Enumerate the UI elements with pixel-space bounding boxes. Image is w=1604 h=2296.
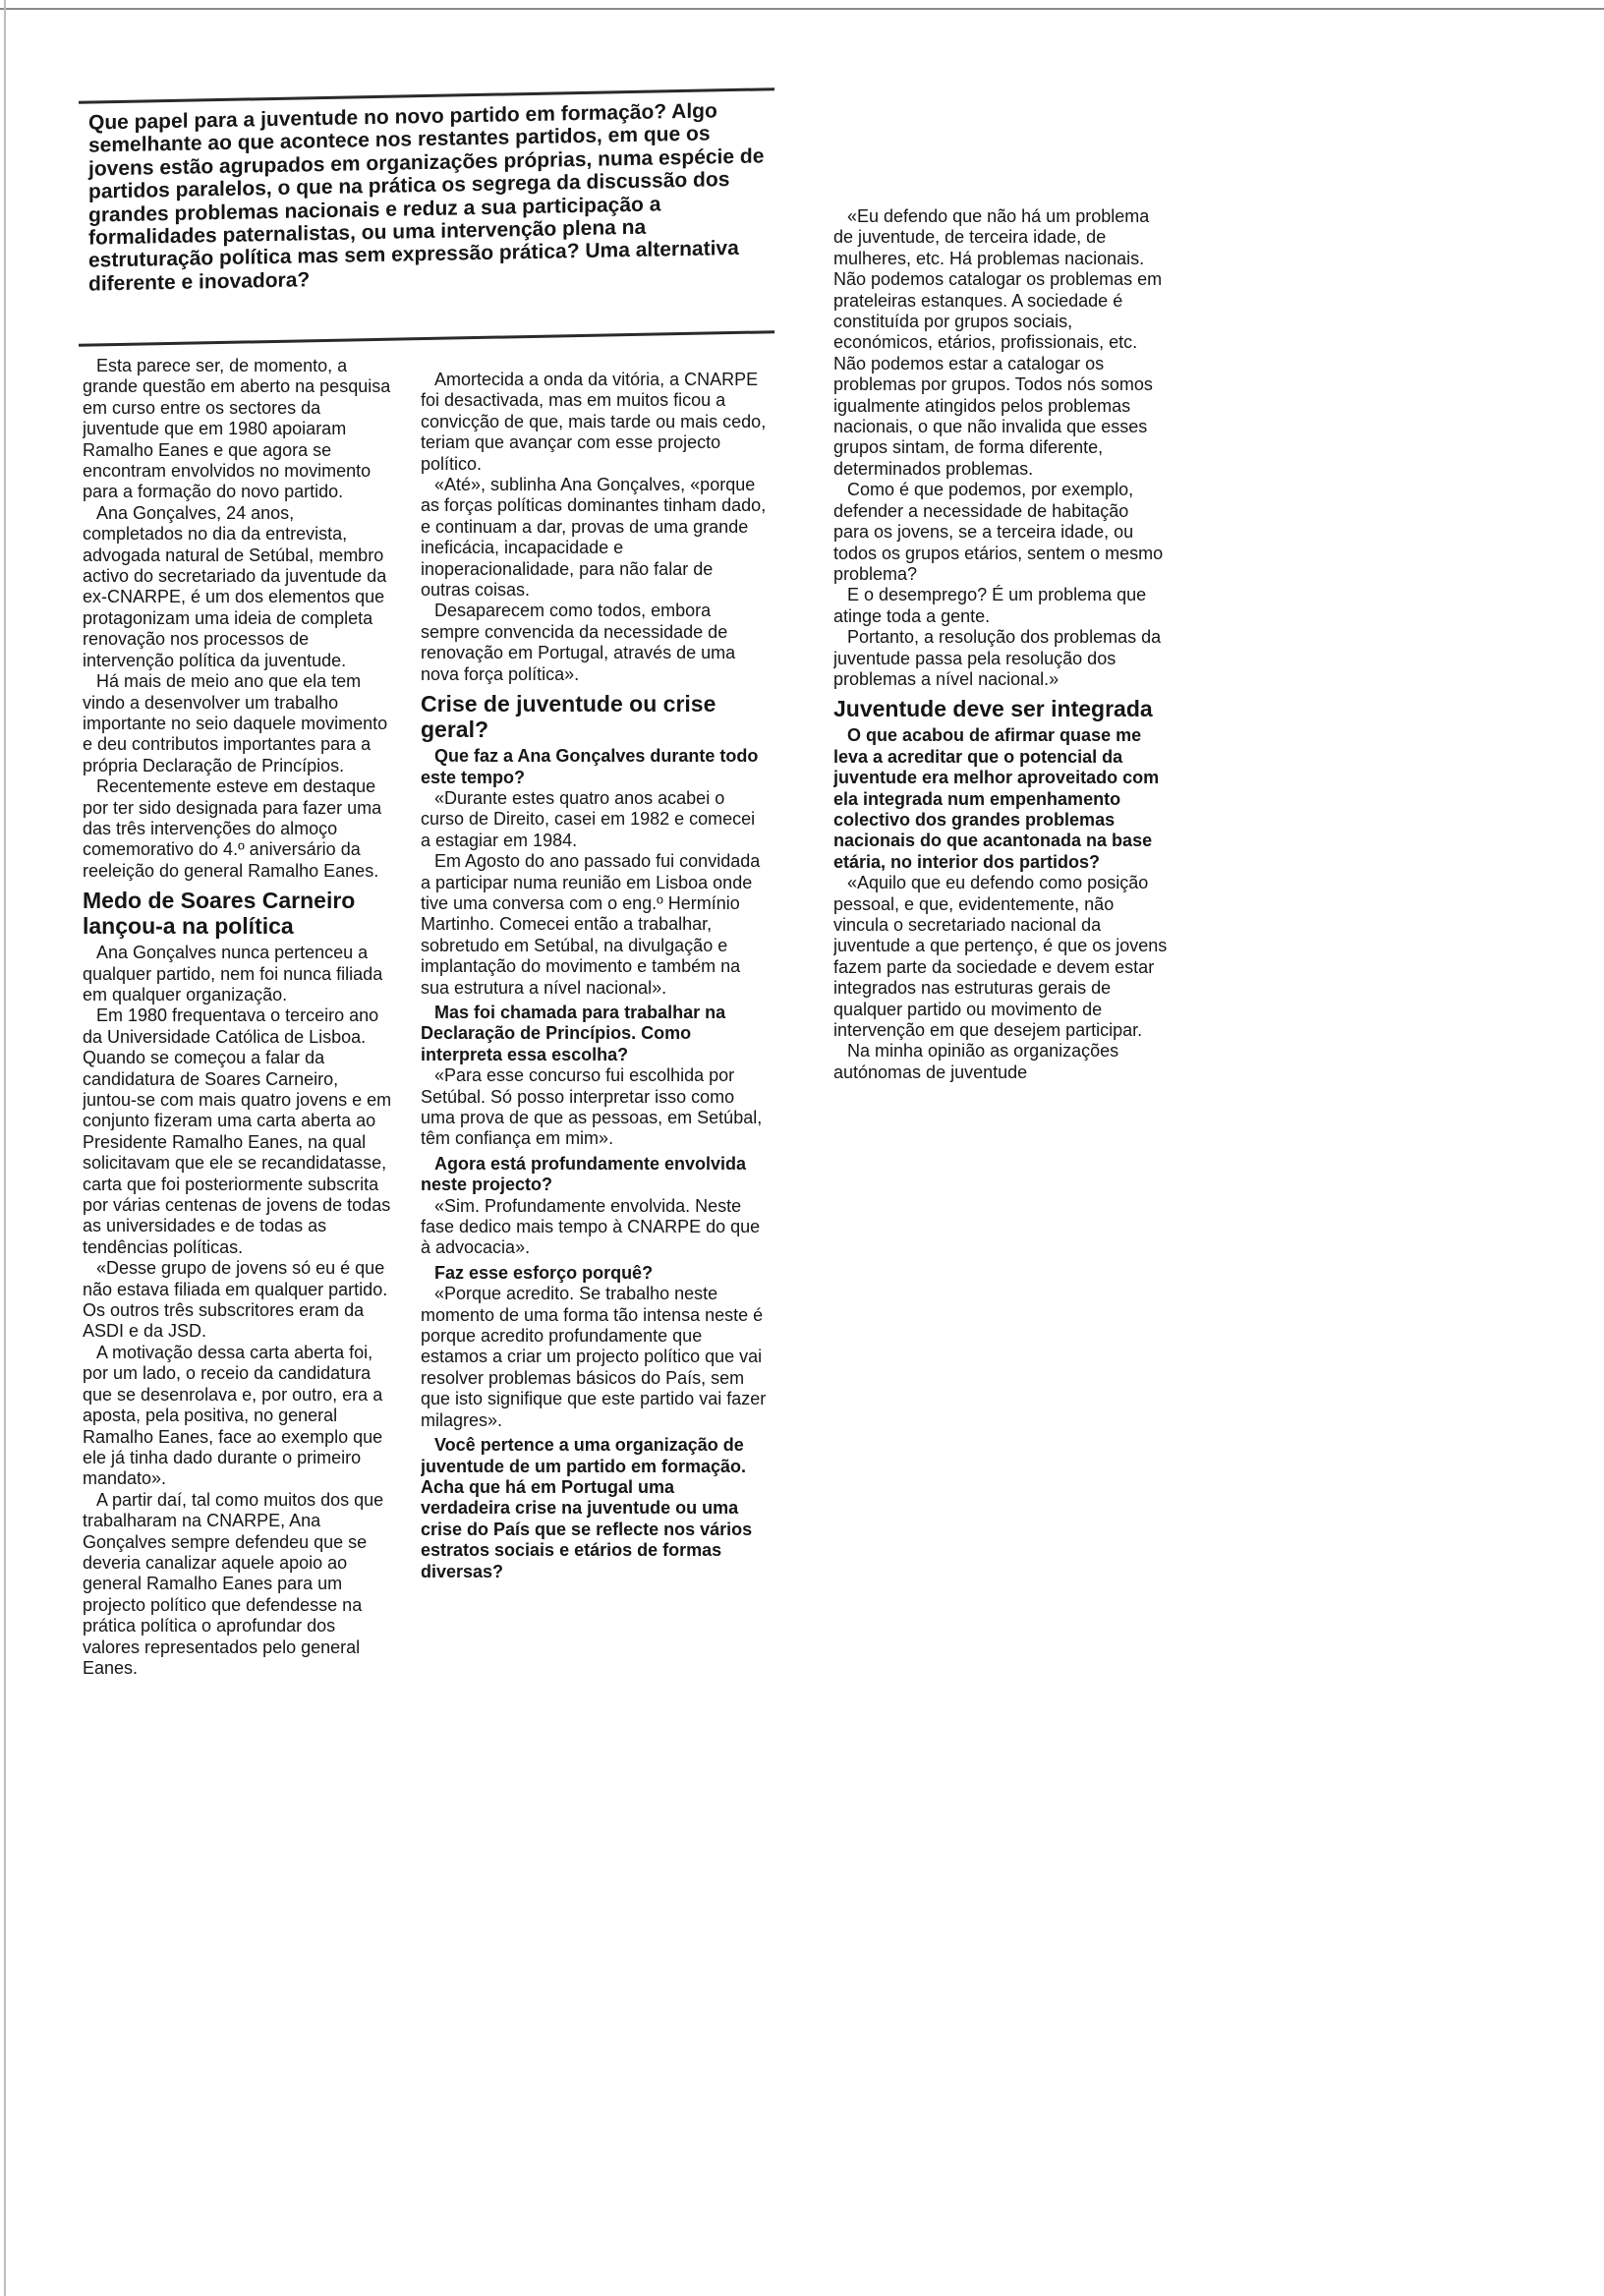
paragraph: Portanto, a resolução dos problemas da juventude passa pela resolução dos problemas a nível nacional.» bbox=[833, 627, 1162, 689]
paragraph: Ana Gonçalves nunca pertenceu a qualquer partido, nem foi nunca filiada em qualquer organização. bbox=[83, 943, 383, 1004]
paragraph: Como é que podemos, por exemplo, defender a necessidade de habitação para os jovens, se a terceira idade, ou todos os grupos etários, sentem o mesmo problema? bbox=[833, 480, 1164, 584]
interview-question: Agora está profundamente envolvida neste projecto? bbox=[421, 1153, 747, 1195]
paragraph: Na minha opinião as organizações autónomas de juventude bbox=[833, 1041, 1119, 1082]
paragraph: «Sim. Profundamente envolvida. Neste fase dedico mais tempo à CNARPE do que à advocacia». bbox=[421, 1195, 761, 1258]
interview-question: Você pertence a uma organização de juventude de um partido em formação. Acha que há em Portugal uma verdadeira crise na juventude ou uma crise do País que se reflecte nos vários estratos sociais e etários de formas diversas? bbox=[421, 1435, 753, 1581]
paragraph: Em Agosto do ano passado fui convidada a participar numa reunião em Lisboa onde tive uma conversa com o eng.º Hermínio Martinho. Comecei então a trabalhar, sobretudo em Setúbal, na divulgação e implantação do movimento e também na sua estrutura a nível nacional». bbox=[421, 851, 761, 998]
paragraph: Desaparecem como todos, embora sempre convencida da necessidade de renovação em Portugal, através de uma nova força política». bbox=[421, 601, 736, 684]
paragraph: «Porque acredito. Se trabalho neste momento de uma forma tão intensa neste é porque acredito profundamente que estamos a criar um projecto político que vai resolver problemas básicos do País, sem que isto signifique que este partido vai fazer milagres». bbox=[421, 1284, 767, 1430]
interview-question: Mas foi chamada para trabalhar na Declaração de Princípios. Como interpreta essa escolha? bbox=[421, 1002, 726, 1064]
paragraph: Amortecida a onda da vitória, a CNARPE foi desactivada, mas em muitos ficou a convicção de que, mais tarde ou mais cedo, teriam que avançar com esse projecto político. bbox=[421, 370, 767, 474]
column-2 bbox=[421, 370, 767, 2040]
top-edge-line bbox=[0, 8, 1604, 10]
interview-question: Que faz a Ana Gonçalves durante todo este tempo? bbox=[421, 746, 759, 787]
paragraph: E o desemprego? É um problema que atinge toda a gente. bbox=[833, 585, 1147, 626]
interview-question: O que acabou de afirmar quase me leva a acreditar que o potencial da juventude era melhor aproveitado com ela integrada num empenhamento colectivo dos grandes problemas nacionais do que acantonada na base etária, no interior dos partidos? bbox=[833, 725, 1160, 872]
paragraph: «Desse grupo de jovens só eu é que não estava filiada em qualquer partido. Os outros três subscritores eram da ASDI e da JSD. bbox=[83, 1258, 388, 1342]
paragraph: «Durante estes quatro anos acabei o curso de Direito, casei em 1982 e comecei a estagiar em 1984. bbox=[421, 787, 756, 850]
paragraph: Há mais de meio ano que ela tem vindo a desenvolver um trabalho importante no seio daquele movimento e deu contributos importantes para a própria Declaração de Princípios. bbox=[83, 671, 388, 775]
left-edge-line bbox=[4, 0, 6, 2296]
paragraph: A motivação dessa carta aberta foi, por um lado, o receio da candidatura que se desenrolava e, por outro, era a aposta, pela positiva, no general Ramalho Eanes, face ao exemplo que ele já tinha dado durante o primeiro mandato». bbox=[83, 1342, 383, 1489]
paragraph: «Até», sublinha Ana Gonçalves, «porque as forças políticas dominantes tinham dado, e continuam a dar, provas de uma grande ineficácia, incapacidade e inoperacionalidade, para não falar de outras coisas. bbox=[421, 475, 767, 601]
paragraph: Esta parece ser, de momento, a grande questão em aberto na pesquisa em curso entre os sectores da juventude que em 1980 apoiaram Ramalho Eanes e que agora se encontram envolvidos no movimento para a formação do novo partido. bbox=[83, 356, 391, 502]
section-heading: Crise de juventude ou crise geral? bbox=[421, 691, 716, 743]
paragraph: «Eu defendo que não há um problema de juventude, de terceira idade, de mulheres, etc. Há problemas nacionais. Não podemos catalogar os problemas em prateleiras estanques. A sociedade é constituída por grupos sociais, económicos, etários, profissionais, etc. Não podemos estar a catalogar os problemas por grupos. Todos nós somos igualmente atingidos pelos problemas nacionais, o que não invalida que esses grupos sintam, de forma diferente, determinados problemas. bbox=[833, 206, 1163, 479]
section-heading: Juventude deve ser integrada bbox=[833, 696, 1153, 722]
column-1 bbox=[83, 356, 395, 2125]
paragraph: «Para esse concurso fui escolhida por Setúbal. Só posso interpretar isso como uma prova de que as pessoas, em Setúbal, têm confiança em mim». bbox=[421, 1065, 763, 1149]
paragraph: Em 1980 frequentava o terceiro ano da Universidade Católica de Lisboa. Quando se começou a falar da candidatura de Soares Carneiro, juntou-se com mais quatro jovens e em conjunto fizeram uma carta aberta ao Presidente Ramalho Eanes, na qual solicitavam que ele se recandidatasse, carta que foi posteriormente subscrita por várias centenas de jovens de todas as universidades e de todas as tendências políticas. bbox=[83, 1005, 392, 1257]
paragraph: Recentemente esteve em destaque por ter sido designada para fazer uma das três intervenções do almoço comemorativo do 4.º aniversário da reeleição do general Ramalho Eanes. bbox=[83, 776, 382, 881]
paragraph: Ana Gonçalves, 24 anos, completados no dia da entrevista, advogada natural de Setúbal, membro activo do secretariado da juventude da ex-CNARPE, é um dos elementos que protagonizam uma ideia de completa renovação nos processos de intervenção política da juventude. bbox=[83, 502, 387, 670]
article-lead: Que papel para a juventude no novo partido em formação? Algo semelhante ao que acontece nos restantes partidos, em que os jovens estão agrupados em organizações próprias, numa espécie de partidos paralelos, o que na prática os segrega da discussão dos grandes problemas nacionais e reduz a sua participação a formalidades paternalistas, ou uma intervenção plena na estruturação política mas sem expressão prática? Uma alternativa diferente e inovadora? bbox=[79, 87, 774, 347]
section-heading: Medo de Soares Carneiro lançou-a na política bbox=[83, 888, 356, 940]
paragraph: «Aquilo que eu defendo como posição pessoal, e que, evidentemente, não vincula o secretariado nacional da juventude a que pertenço, é que os jovens fazem parte da sociedade e devem estar integrados nas estruturas gerais de qualquer partido ou movimento de intervenção em que desejem participar. bbox=[833, 873, 1168, 1041]
interview-question: Faz esse esforço porquê? bbox=[434, 1262, 654, 1283]
paragraph: A partir daí, tal como muitos dos que trabalharam na CNARPE, Ana Gonçalves sempre defendeu que se deveria canalizar aquele apoio ao general Ramalho Eanes para um projecto político que defendesse na prática política o aprofundar dos valores representados pelo general Eanes. bbox=[83, 1489, 384, 1678]
column-3 bbox=[833, 206, 1168, 1425]
